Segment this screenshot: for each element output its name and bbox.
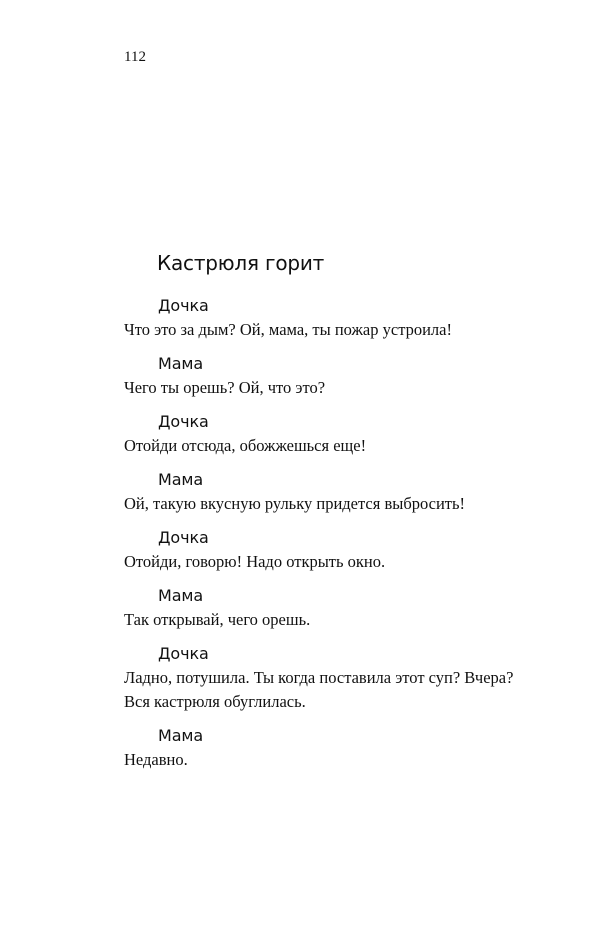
speech-line: Так открывай, чего орешь. [124,610,311,629]
speech-line: Ладно, потушила. Ты когда поставила этот суп? Вчера? [124,668,514,687]
speaker-name: Дочка [158,412,209,431]
dialogue-turn [124,410,584,462]
dialogue-turn [124,724,584,776]
speaker-name: Дочка [158,296,209,315]
dialogue-turn [124,294,584,346]
speaker-name: Мама [158,470,204,489]
dialogue [124,294,584,782]
dialogue-turn [124,468,584,520]
speaker-name: Дочка [158,528,209,547]
speech-line: Чего ты орешь? Ой, что это? [124,378,326,397]
speech-line: Вся кастрюля обуглилась. [124,692,306,711]
speech-line: Что это за дым? Ой, мама, ты пожар устроила! [124,320,452,339]
speaker-name: Мама [158,726,204,745]
dialogue-turn [124,642,584,718]
dialogue-turn [124,584,584,636]
speaker-name: Мама [158,586,204,605]
dialogue-turn [124,526,584,578]
dialogue-title: Кастрюля горит [157,251,325,275]
speech-line: Ой, такую вкусную рульку придется выбросить! [124,494,466,513]
speech-line: Отойди, говорю! Надо открыть окно. [124,552,386,571]
page-number: 112 [124,49,146,65]
dialogue-turn [124,352,584,404]
speech-line: Недавно. [124,750,188,769]
speaker-name: Дочка [158,644,209,663]
speaker-name: Мама [158,354,204,373]
speech-line: Отойди отсюда, обожжешься еще! [124,436,367,455]
